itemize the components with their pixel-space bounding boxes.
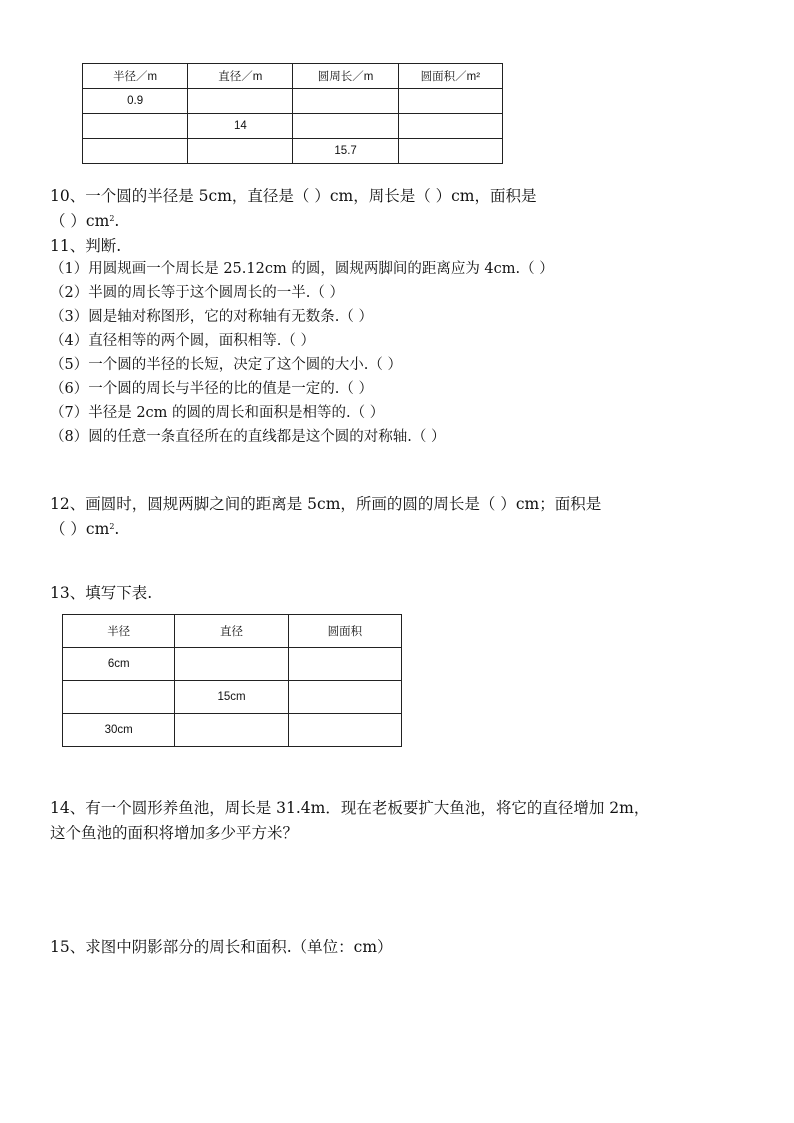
table1-cell[interactable] — [398, 89, 502, 114]
judgment-item-1: （1）用圆规画一个周长是 25.12cm 的圆，圆规两脚间的距离应为 4cm.（ ） — [50, 261, 554, 277]
table1-cell[interactable] — [293, 89, 398, 114]
circle-table-1 — [82, 63, 503, 164]
question-10-line-2 — [50, 211, 119, 231]
period: . — [114, 212, 120, 230]
table1-header: 圆周长／m — [293, 64, 398, 89]
table1-cell[interactable] — [188, 139, 293, 164]
table2-cell[interactable] — [63, 681, 175, 714]
question-15-line-1: 15、求图中阴影部分的周长和面积.（单位：cm） — [50, 938, 393, 956]
table1-header: 半径／m — [83, 64, 188, 89]
table1-cell[interactable] — [398, 114, 502, 139]
question-13-title: 13、填写下表. — [50, 584, 153, 602]
table2-cell[interactable]: 6cm — [63, 648, 175, 681]
table2-cell[interactable]: 30cm — [63, 714, 175, 747]
table1-header: 圆面积／m² — [398, 64, 502, 89]
question-10-line-1: 10、一个圆的半径是 5cm，直径是（ ）cm，周长是（ ）cm，面积是 — [50, 187, 537, 205]
judgment-item-6: （6）一个圆的周长与半径的比的值是一定的.（ ） — [50, 381, 373, 397]
judgment-item-3: （3）圆是轴对称图形，它的对称轴有无数条.（ ） — [50, 309, 373, 325]
table1-cell[interactable]: 14 — [188, 114, 293, 139]
table2-cell[interactable] — [288, 681, 401, 714]
question-12-line-1: 12、画圆时，圆规两脚之间的距离是 5cm，所画的圆的周长是（ ）cm；面积是 — [50, 495, 602, 513]
question-14-line-1: 14、有一个圆形养鱼池，周长是 31.4m．现在老板要扩大鱼池，将它的直径增加 2m， — [50, 799, 650, 817]
judgment-item-2: （2）半圆的周长等于这个圆周长的一半.（ ） — [50, 285, 344, 301]
table2-header: 半径 — [63, 615, 175, 648]
judgment-item-8: （8）圆的任意一条直径所在的直线都是这个圆的对称轴.（ ） — [50, 429, 446, 445]
judgment-item-7: （7）半径是 2cm 的圆的周长和面积是相等的.（ ） — [50, 405, 385, 421]
table2-cell[interactable] — [175, 714, 288, 747]
table2-cell[interactable] — [288, 648, 401, 681]
table1-cell[interactable]: 0.9 — [83, 89, 188, 114]
question-10-blank: （ ）cm — [50, 212, 110, 230]
table1-header: 直径／m — [188, 64, 293, 89]
superscript: 2 — [109, 522, 115, 531]
table2-cell[interactable] — [175, 648, 288, 681]
question-14-line-2: 这个鱼池的面积将增加多少平方米？ — [50, 824, 299, 842]
judgment-item-4: （4）直径相等的两个圆，面积相等.（ ） — [50, 333, 315, 349]
table2-cell[interactable]: 15cm — [175, 681, 288, 714]
circle-table-2 — [62, 614, 402, 747]
table2-cell[interactable] — [288, 714, 401, 747]
table1-cell[interactable] — [188, 89, 293, 114]
question-12-blank: （ ）cm — [50, 520, 110, 538]
table1-cell[interactable] — [293, 114, 398, 139]
table1-cell[interactable] — [83, 139, 188, 164]
table2-header: 直径 — [175, 615, 288, 648]
question-11-title: 11、判断. — [50, 237, 122, 255]
table1-cell[interactable]: 15.7 — [293, 139, 398, 164]
question-12-line-2 — [50, 519, 119, 539]
table1-cell[interactable] — [83, 114, 188, 139]
period: . — [114, 520, 120, 538]
superscript: 2 — [109, 214, 115, 223]
table1-cell[interactable] — [398, 139, 502, 164]
judgment-item-5: （5）一个圆的半径的长短，决定了这个圆的大小.（ ） — [50, 357, 402, 373]
table2-header: 圆面积 — [288, 615, 401, 648]
